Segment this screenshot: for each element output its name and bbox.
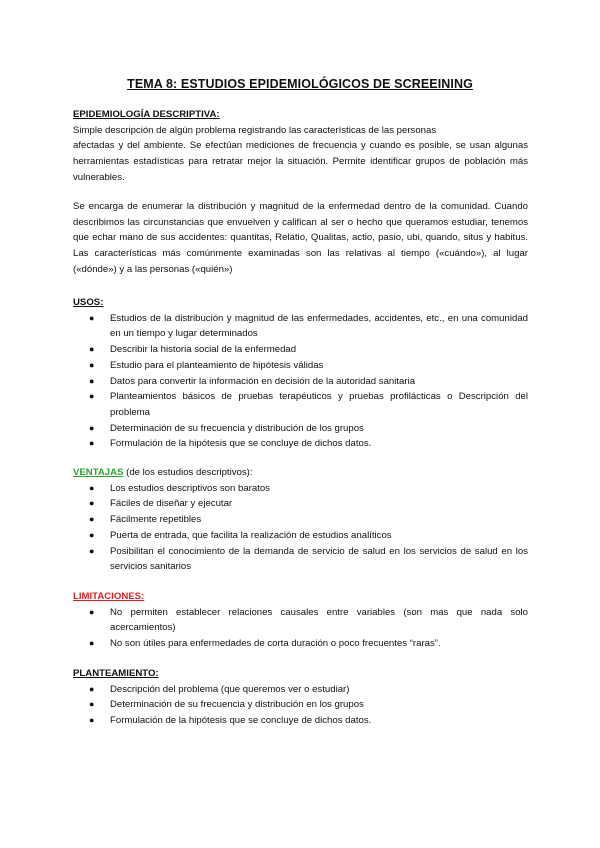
list-item-text: Fácilmente repetibles <box>110 514 202 526</box>
list-item-text: Describir la historia social de la enfermedad <box>110 344 297 356</box>
bullet-icon: ● <box>89 482 95 493</box>
bullet-icon: ● <box>89 715 95 726</box>
list-item <box>73 311 528 342</box>
list-item <box>73 374 528 390</box>
list-item <box>73 512 528 528</box>
list-item <box>73 358 528 374</box>
bullet-icon: ● <box>89 529 95 540</box>
list-item-text: Determinación de su frecuencia y distribución de los grupos <box>110 422 364 434</box>
section-descriptiva <box>73 107 528 186</box>
list-item <box>73 636 528 652</box>
section-heading-planteamiento: PLANTEAMIENTO: <box>73 668 159 679</box>
bullet-icon: ● <box>89 638 95 649</box>
list-item-text: Puerta de entrada, que facilita la realización de estudios analíticos <box>110 529 392 541</box>
limitaciones-list <box>73 605 528 652</box>
ventajas-label: VENTAJAS <box>73 467 124 478</box>
bullet-icon: ● <box>89 545 95 556</box>
bullet-icon: ● <box>89 312 95 323</box>
section-heading-usos: USOS: <box>73 297 104 308</box>
list-item <box>73 389 528 420</box>
list-item <box>73 528 528 544</box>
section-heading-ventajas <box>73 465 528 481</box>
list-item-text: Posibilitan el conocimiento de la demanda de servicio de salud en los servicios de salud en los servicios sanitarios <box>110 545 528 573</box>
list-item-text: Fáciles de diseñar y ejecutar <box>110 498 233 510</box>
bullet-icon: ● <box>89 683 95 694</box>
paragraph-intro: afectadas y del ambiente. Se efectúan mediciones de frecuencia y cuando es posible, se usan algunas herramientas estadísticas para retratar mejor la situación. Permite identificar grupos de población más vulnerables. <box>73 140 528 183</box>
list-item-text: No permiten establecer relaciones causales entre variables (son mas que nada solo acercamientos) <box>110 606 528 634</box>
bullet-icon: ● <box>89 699 95 710</box>
section-heading-limitaciones: LIMITACIONES: <box>73 591 145 602</box>
list-item-text: Planteamientos básicos de pruebas terapéuticos y pruebas profilácticas o Descripción del problema <box>110 391 528 418</box>
ventajas-label-rest: (de los estudios descriptivos): <box>123 467 253 478</box>
list-item <box>73 605 528 636</box>
bullet-icon: ● <box>89 344 95 355</box>
ventajas-list <box>73 481 528 575</box>
section-limitaciones <box>73 589 528 652</box>
list-item <box>73 697 528 713</box>
bullet-icon: ● <box>89 438 95 449</box>
page-title: TEMA 8: ESTUDIOS EPIDEMIOLÓGICOS DE SCREEINING <box>127 77 473 91</box>
bullet-icon: ● <box>89 375 95 386</box>
section-ventajas <box>73 465 528 575</box>
section-usos <box>73 295 528 452</box>
paragraph-intro-line: Simple descripción de algún problema registrando las características de las personas <box>73 124 437 136</box>
bullet-icon: ● <box>89 422 95 433</box>
planteamiento-list <box>73 682 528 729</box>
paragraph-distribution: Se encarga de enumerar la distribución y magnitud de la enfermedad dentro de la comunidad. Cuando describimos las circunstancias que envuelven y califican al ser o hecho que queramos estudiar, tenemos que echar mano de sus accidentes: quantitas, Relatio, Qualitas, actio, pasio, ubi, quando, situs y habitus. Las características más comúnmente examinadas son las relativas al tiempo («cuándo»), al lugar («dónde») y a las personas («quién») <box>73 201 528 275</box>
list-item-text: No son útiles para enfermedades de corta duración o poco frecuentes “raras”. <box>110 638 441 650</box>
list-item <box>73 544 528 575</box>
list-item <box>73 421 528 437</box>
list-item-text: Los estudios descriptivos son baratos <box>110 482 270 494</box>
bullet-icon: ● <box>89 391 95 402</box>
list-item-text: Datos para convertir la información en decisión de la autoridad sanitaria <box>110 375 416 387</box>
list-item-text: Determinación de su frecuencia y distribución en los grupos <box>110 699 364 711</box>
bullet-icon: ● <box>89 359 95 370</box>
bullet-icon: ● <box>89 514 95 525</box>
bullet-icon: ● <box>89 606 95 617</box>
list-item <box>73 436 528 452</box>
usos-list <box>73 311 528 452</box>
list-item <box>73 496 528 512</box>
section-planteamiento <box>73 666 528 729</box>
section-heading-descriptiva: EPIDEMIOLOGÍA DESCRIPTIVA: <box>73 109 220 120</box>
list-item <box>73 342 528 358</box>
list-item <box>73 481 528 497</box>
list-item-text: Formulación de la hipótesis que se concluye de dichos datos. <box>110 438 372 450</box>
list-item-text: Estudio para el planteamiento de hipótesis válidas <box>110 359 324 371</box>
bullet-icon: ● <box>89 498 95 509</box>
list-item-text: Descripción del problema (que queremos ver o estudiar) <box>110 683 350 695</box>
list-item <box>73 713 528 729</box>
list-item-text: Estudios de la distribución y magnitud de las enfermedades, accidentes, etc., en una comunidad en un tiempo y lugar determinados <box>110 312 528 340</box>
list-item-text: Formulación de la hipótesis que se concluye de dichos datos. <box>110 715 372 727</box>
list-item <box>73 682 528 698</box>
